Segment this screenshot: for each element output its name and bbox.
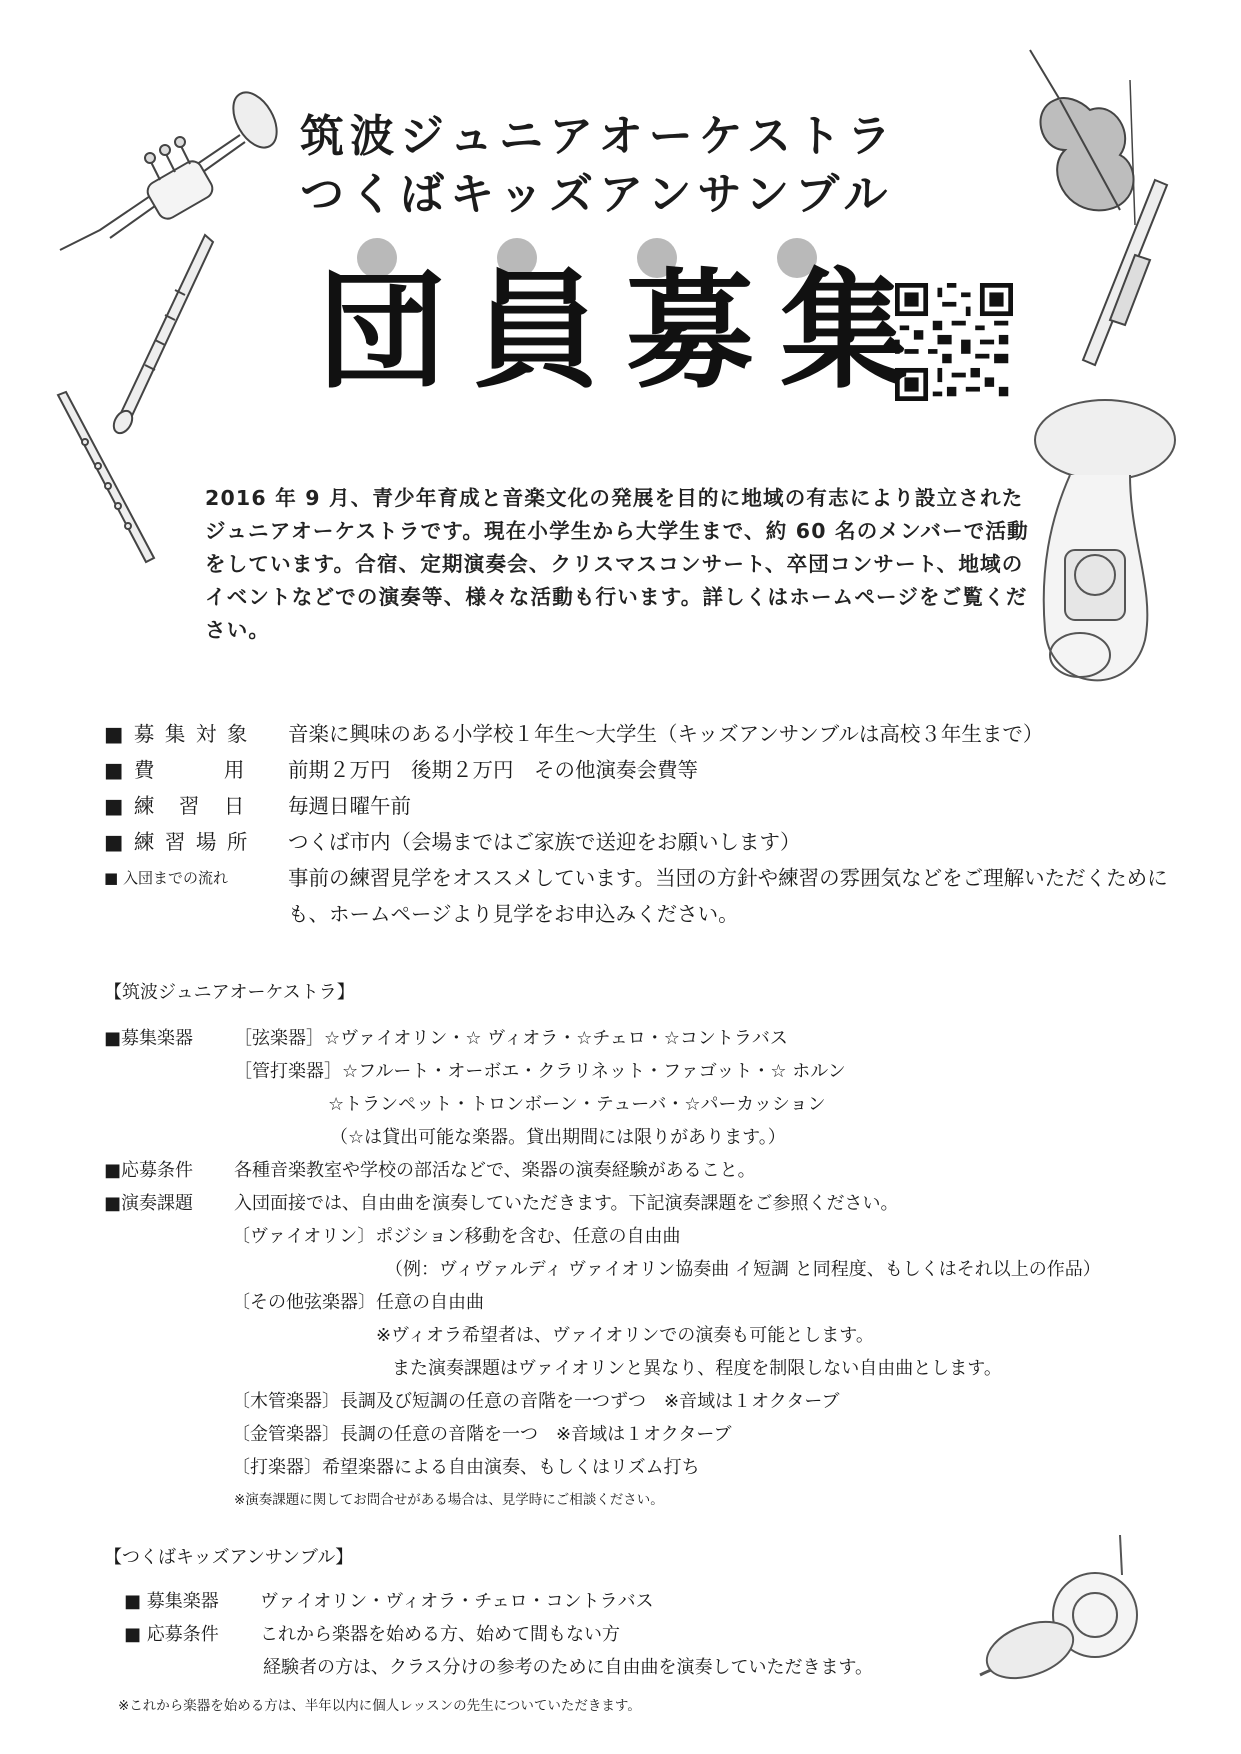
instruments-strings: ［弦楽器］☆ヴァイオリン・☆ ヴィオラ・☆チェロ・☆コントラバス <box>234 1028 788 1049</box>
kids-footnote: ※これから楽器を始める方は、半年以内に個人レッスンの先生についていただきます。 <box>118 1698 641 1714</box>
requirement-value: つくば市内（会場まではご家族で送迎をお願いします） <box>288 830 801 854</box>
audition-brass: 〔金管楽器〕長調の任意の音階を一つ ※音域は１オクターブ <box>232 1424 732 1445</box>
requirement-value: 毎週日曜午前 <box>288 794 411 818</box>
kids-instruments-value: ヴァイオリン・ヴィオラ・チェロ・コントラバス <box>260 1591 654 1612</box>
kids-conditions-label: ■ 応募条件 <box>124 1624 219 1645</box>
requirement-row <box>104 752 1164 788</box>
main-title: 団員募集 <box>318 257 935 406</box>
kids-conditions-value-2: 経験者の方は、クラス分けの参考のために自由曲を演奏していただきます。 <box>263 1657 874 1678</box>
audition-woodwind: 〔木管楽器〕長調及び短調の任意の音階を一つずつ ※音域は１オクターブ <box>232 1391 840 1412</box>
requirement-label: ■ 入団までの流れ <box>104 869 228 887</box>
conditions-value: 各種音楽教室や学校の部活などで、楽器の演奏経験があること。 <box>234 1160 756 1181</box>
instruments-loan-note: （☆は貸出可能な楽器。貸出期間には限りがあります。） <box>330 1127 786 1148</box>
audition-violin: 〔ヴァイオリン〕ポジション移動を含む、任意の自由曲 <box>232 1226 681 1247</box>
audition-other-strings: 〔その他弦楽器〕任意の自由曲 <box>232 1292 484 1313</box>
title-line-2: つくばキッズアンサンブル <box>300 169 894 220</box>
orchestra-heading: 【筑波ジュニアオーケストラ】 <box>104 982 355 1003</box>
instruments-winds-2: ☆トランペット・トロンボーン・テューバ・☆パーカッション <box>328 1094 826 1115</box>
title-line-1: 筑波ジュニアオーケストラ <box>300 111 897 162</box>
requirement-label: ■ 募 集 対 象 <box>104 722 250 746</box>
tuba-icon <box>1010 390 1180 710</box>
conditions-label: ■応募条件 <box>104 1160 194 1181</box>
requirement-value: 事前の練習見学をオススメしています。当団の方針や練習の雰囲気などをご理解いただくためにも、ホームページより見学をお申込みください。 <box>288 866 1168 926</box>
audition-label: ■演奏課題 <box>104 1193 194 1214</box>
horn-icon <box>970 1530 1150 1680</box>
kids-conditions-value: これから楽器を始める方、始めて間もない方 <box>260 1624 620 1645</box>
requirement-value: 前期２万円 後期２万円 その他演奏会費等 <box>288 758 698 782</box>
requirement-row <box>104 788 1164 824</box>
instruments-winds: ［管打楽器］☆フルート・オーボエ・クラリネット・ファゴット・☆ ホルン <box>234 1061 846 1082</box>
bassoon-icon <box>1065 175 1175 375</box>
audition-percussion: 〔打楽器〕希望楽器による自由演奏、もしくはリズム打ち <box>232 1457 700 1478</box>
requirement-row <box>104 824 1164 860</box>
requirement-value: 音楽に興味のある小学校１年生〜大学生（キッズアンサンブルは高校３年生まで） <box>288 722 1044 746</box>
requirement-row <box>104 860 1168 932</box>
requirement-row <box>104 716 1164 752</box>
audition-viola-note-2: また演奏課題はヴァイオリンと異なり、程度を制限しない自由曲とします。 <box>392 1358 1002 1379</box>
kids-instruments-label: ■ 募集楽器 <box>124 1591 219 1612</box>
audition-viola-note: ※ヴィオラ希望者は、ヴァイオリンでの演奏も可能とします。 <box>376 1325 874 1346</box>
audition-footnote: ※演奏課題に関してお問合せがある場合は、見学時にご相談ください。 <box>234 1492 664 1508</box>
audition-violin-example: （例：ヴィヴァルディ ヴァイオリン協奏曲 イ短調 と同程度、もしくはそれ以上の作品） <box>385 1259 1101 1280</box>
instruments-label: ■募集楽器 <box>104 1028 194 1049</box>
intro-paragraph: 2016 年 9 月、青少年育成と音楽文化の発展を目的に地域の有志により設立されたジュニアオーケストラです。現在小学生から大学生まで、約 60 名のメンバーで活動をしています。合宿、定期演奏会、クリスマスコンサート、卒団コンサート、地域のイベントなどでの演奏等、様々な活動も行います。詳しくはホームページをご覧ください。 <box>205 486 1029 642</box>
audition-intro: 入団面接では、自由曲を演奏していただきます。下記演奏課題をご参照ください。 <box>234 1193 899 1214</box>
requirement-label: ■ 練 習 日 <box>104 794 247 818</box>
kids-heading: 【つくばキッズアンサンブル】 <box>104 1547 354 1568</box>
flute-icon <box>50 390 160 570</box>
requirement-label: ■ 費 用 <box>104 758 247 782</box>
requirement-label: ■ 練 習 場 所 <box>104 830 250 854</box>
